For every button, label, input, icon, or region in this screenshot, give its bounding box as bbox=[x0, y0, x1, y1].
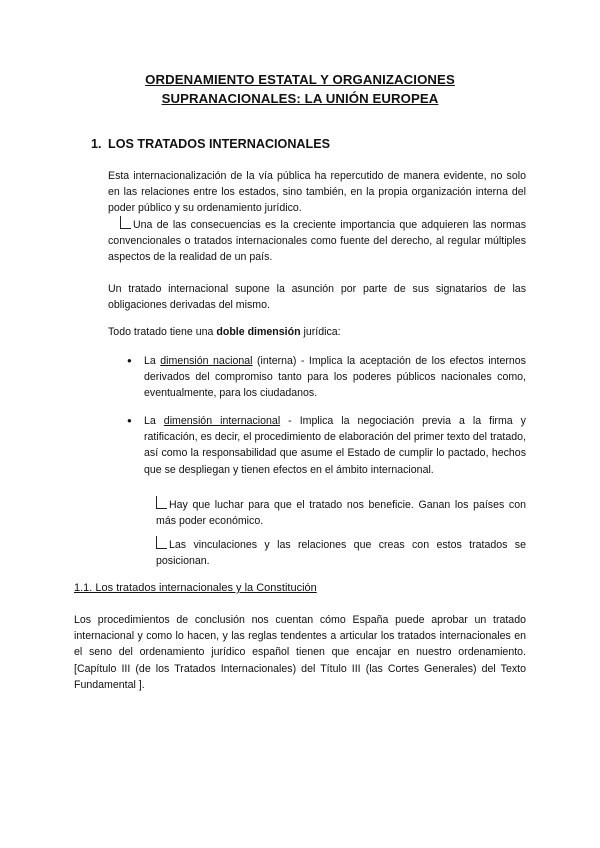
note-text: Las vinculaciones y las relaciones que creas con estos tratados se posicionan. bbox=[156, 539, 526, 568]
list-item bbox=[144, 353, 526, 402]
bullet-marker-icon: ● bbox=[127, 356, 132, 365]
title-line-2: SUPRANACIONALES: LA UNIÓN EUROPEA bbox=[161, 91, 439, 106]
note-text: Hay que luchar para que el tratado nos beneficie. Ganan los países con más poder económico. bbox=[156, 499, 526, 528]
bullet-text: - Implica la negociación previa a la firma y ratificación, es decir, el procedimiento de elaboración del primer texto del tratado, así como la responsabilidad que asume el Estado de cumplir lo pactado, hechos que se despliegan y tienen efectos en el ámbito internacional. bbox=[144, 415, 526, 476]
note-item bbox=[156, 536, 526, 569]
bracket-arrow-icon bbox=[156, 536, 167, 549]
bullet-prefix: La bbox=[144, 355, 161, 367]
paragraph-treaty: Un tratado internacional supone la asunción por parte de sus signatarios de las obligaciones derivadas del mismo. bbox=[108, 283, 526, 312]
bullet-term: dimensión nacional bbox=[160, 355, 253, 367]
bullet-prefix: La bbox=[144, 415, 164, 427]
dual-prefix: Todo tratado tiene una bbox=[108, 326, 217, 338]
bullet-term: dimensión internacional bbox=[163, 415, 281, 427]
bracket-arrow-icon bbox=[156, 496, 167, 509]
dual-suffix: jurídica: bbox=[300, 326, 341, 338]
dual-bold-term: doble dimensión bbox=[216, 326, 301, 338]
paragraph-consequences bbox=[108, 216, 526, 266]
section-heading bbox=[91, 137, 330, 151]
bullet-marker-icon: ● bbox=[127, 416, 132, 425]
title-line-1: ORDENAMIENTO ESTATAL Y ORGANIZACIONES bbox=[145, 72, 455, 87]
subsection-heading: 1.1. Los tratados internacionales y la Constitución bbox=[74, 582, 317, 594]
paragraph-intro: Esta internacionalización de la vía pública ha repercutido de manera evidente, no solo en las relaciones entre los estados, sino también, en la propia organización interna del poder público y su ordenamiento jurídico. bbox=[108, 170, 526, 215]
paragraph-consequences-text: Una de las consecuencias es la creciente importancia que adquieren las normas convencionales o tratados internacionales como fuente del derecho, al regular múltiples aspectos de la realidad de un país. bbox=[108, 219, 526, 264]
paragraph-constitution: Los procedimientos de conclusión nos cuentan cómo España puede aprobar un tratado internacional y como lo hacen, y las reglas tendentes a articular los tratados internacionales en el seno del ordenamiento jurídico español tienen que encajar en nuestro ordenamiento. [Capítulo III (de los Tratados Internacionales) del Título III (las Cortes Generales) del Texto Fundamental ]. bbox=[74, 614, 526, 691]
list-item bbox=[144, 413, 526, 478]
note-item bbox=[156, 496, 526, 529]
section-number: 1. bbox=[91, 137, 102, 151]
bracket-arrow-icon bbox=[120, 216, 131, 229]
bullet-text: (interna) - Implica la aceptación de los efectos internos derivados del compromiso tanto para los poderes públicos nacionales como, eventualmente, para los ciudadanos. bbox=[144, 355, 526, 400]
page-title bbox=[80, 70, 520, 108]
section-title: LOS TRATADOS INTERNACIONALES bbox=[108, 137, 331, 151]
paragraph-dual-dimension bbox=[108, 324, 526, 340]
